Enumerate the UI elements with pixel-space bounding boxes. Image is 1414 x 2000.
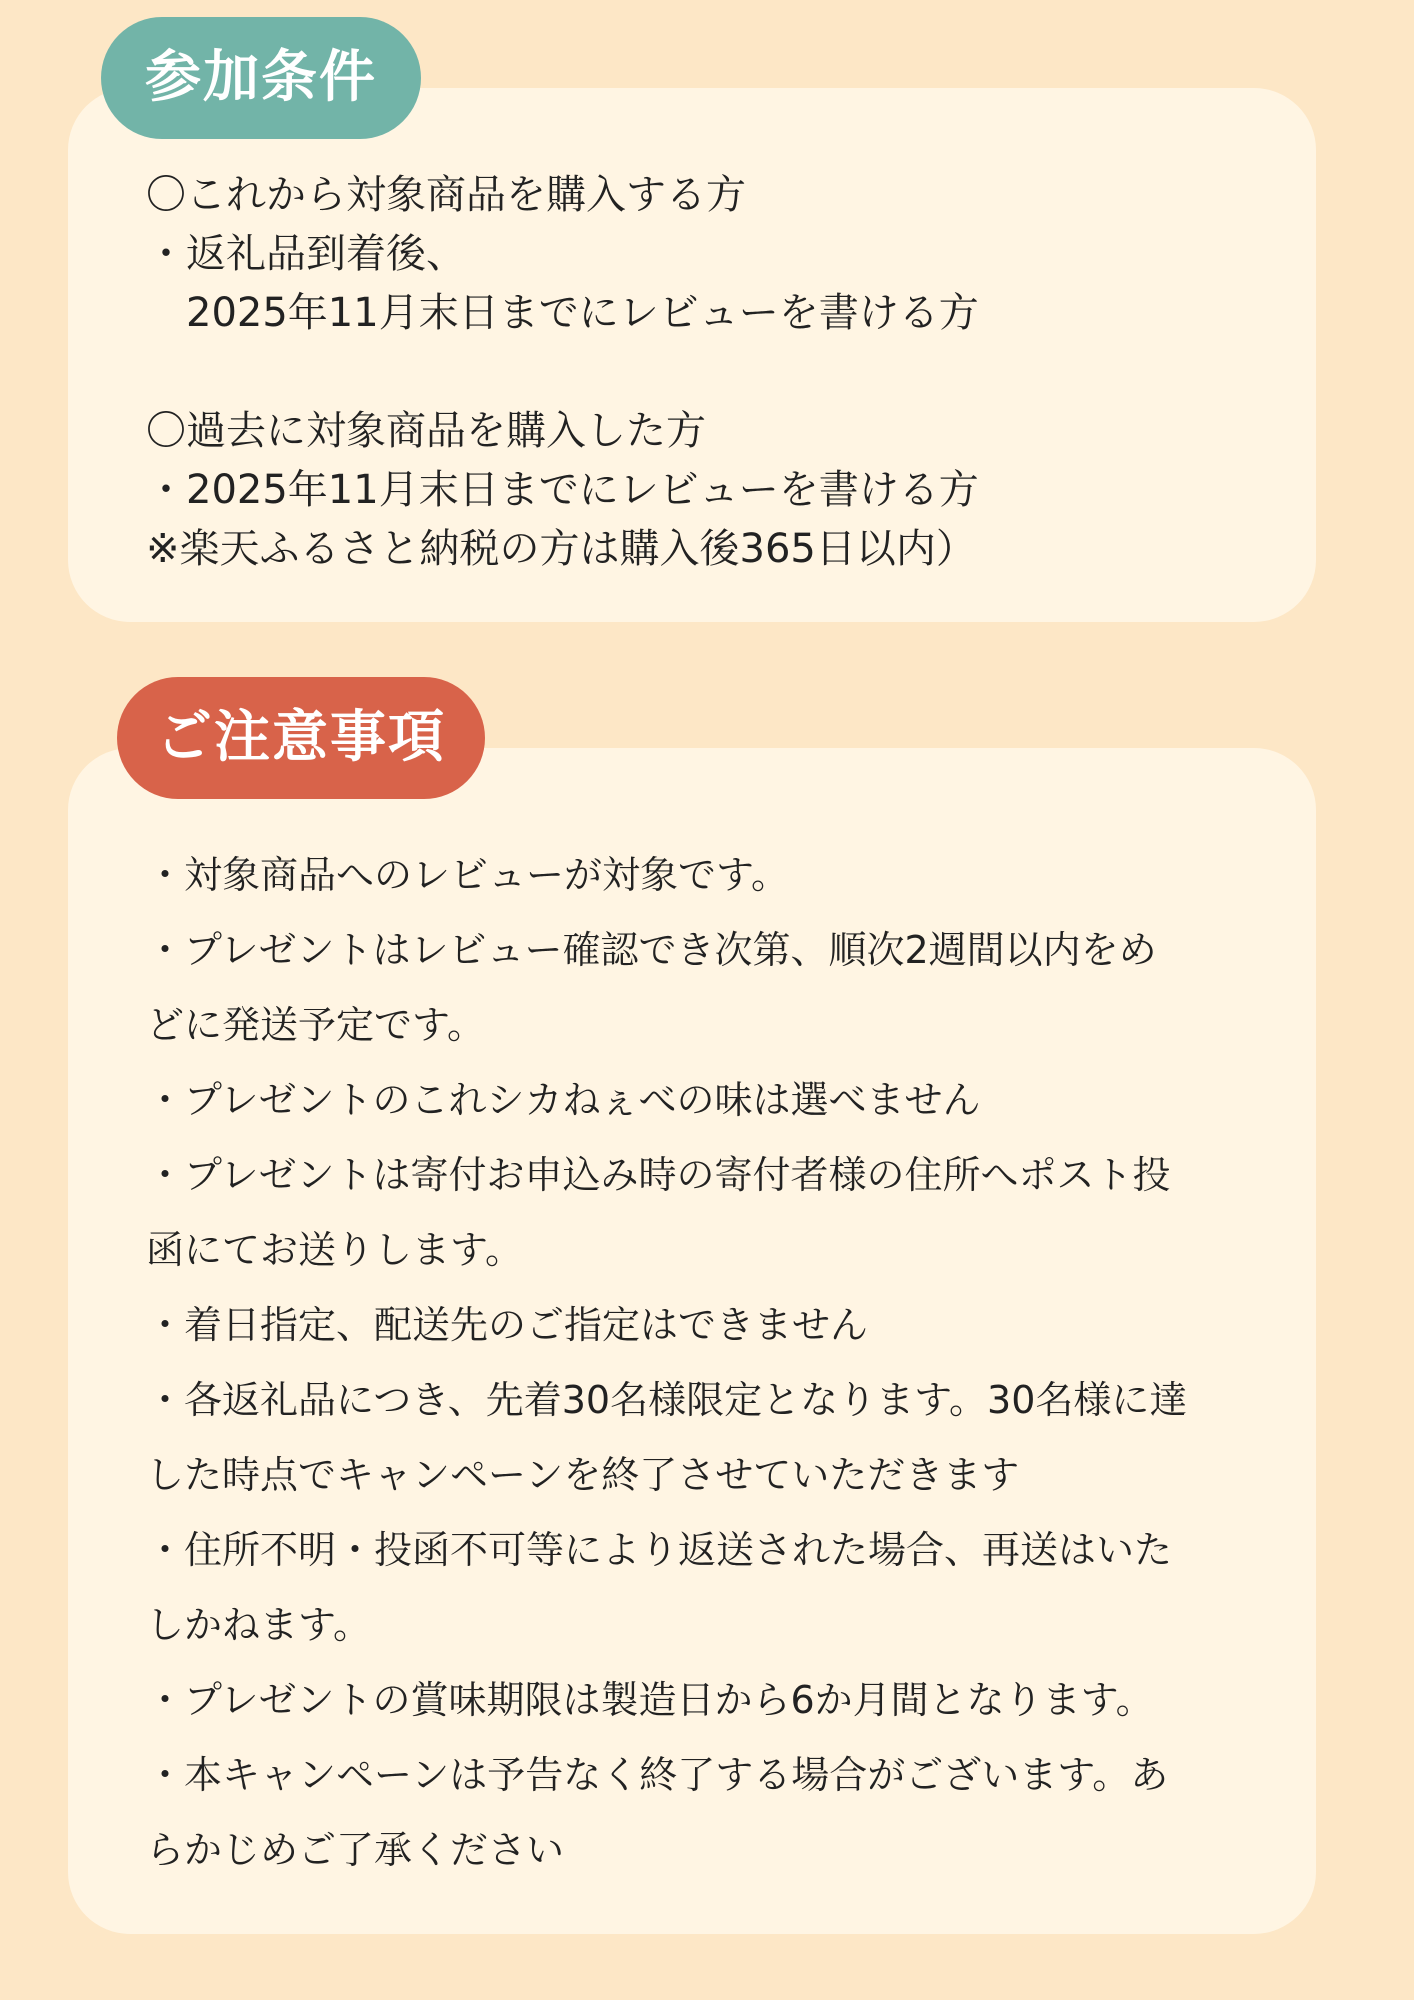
requirements-line: 〇過去に対象商品を購入した方 xyxy=(146,408,706,454)
requirements-line: ※楽天ふるさと納税の方は購入後365日以内） xyxy=(146,526,976,572)
notes-line: ・プレゼントは寄付お申込み時の寄付者様の住所へポスト投 xyxy=(146,1153,1171,1197)
notes-line: らかじめご了承ください xyxy=(146,1828,565,1872)
requirements-line: 2025年11月末日までにレビューを書ける方 xyxy=(146,290,979,336)
requirements-line: ・返礼品到着後、 xyxy=(146,231,466,277)
notes-line: した時点でキャンペーンを終了させていただきます xyxy=(146,1453,1020,1497)
requirements-list xyxy=(146,166,1266,579)
notes-line: ・プレゼントのこれシカねぇべの味は選べません xyxy=(146,1078,981,1122)
notes-line: ・各返礼品につき、先着30名様限定となります。30名様に達 xyxy=(146,1378,1188,1422)
notes-line: ・本キャンペーンは予告なく終了する場合がございます。あ xyxy=(146,1753,1169,1797)
requirements-line: ・2025年11月末日までにレビューを書ける方 xyxy=(146,467,979,513)
requirements-line: 〇これから対象商品を購入する方 xyxy=(146,172,746,218)
notes-line: ・住所不明・投函不可等により返送された場合、再送はいた xyxy=(146,1528,1173,1572)
notes-line: どに発送予定です。 xyxy=(146,1003,485,1047)
notes-line: ・プレゼントの賞味期限は製造日から6か月間となります。 xyxy=(146,1678,1154,1722)
notes-line: 函にてお送りします。 xyxy=(146,1228,523,1272)
notes-line: ・対象商品へのレビューが対象です。 xyxy=(146,853,789,897)
requirements-title-badge: 参加条件 xyxy=(101,17,421,139)
notes-line: ・プレゼントはレビュー確認でき次第、順次2週間以内をめ xyxy=(146,928,1157,972)
notes-line: ・着日指定、配送先のご指定はできません xyxy=(146,1303,869,1347)
notes-title-badge: ご注意事項 xyxy=(117,677,485,799)
notes-list xyxy=(146,838,1286,1888)
requirements-line xyxy=(146,343,1266,402)
notes-line: しかねます。 xyxy=(146,1603,371,1647)
